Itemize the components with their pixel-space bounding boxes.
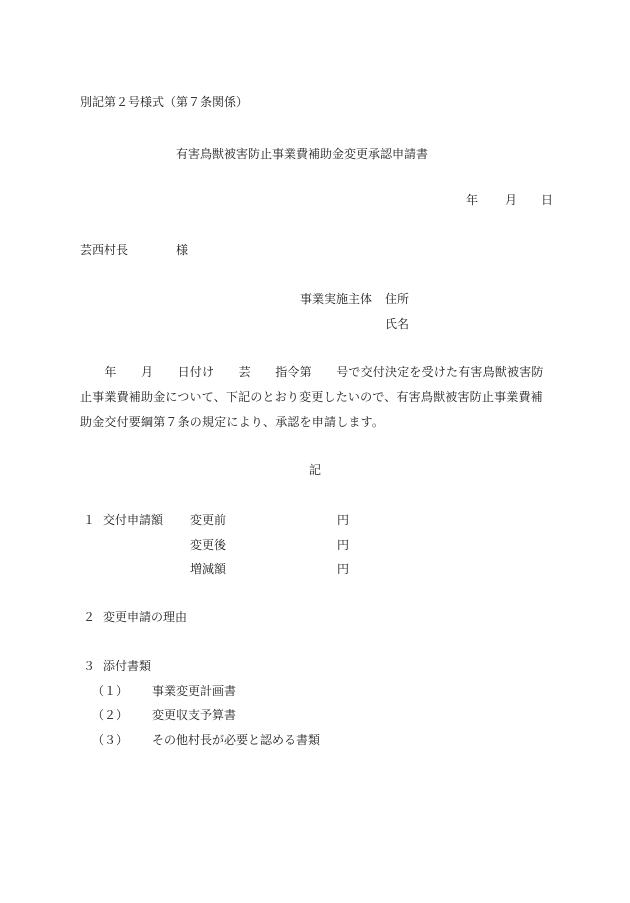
form-label: 別記第２号様式（第７条関係） — [80, 95, 249, 109]
ki-heading: 記 — [309, 463, 322, 477]
amount-change-unit: 円 — [337, 562, 350, 576]
attachment-number: （１） — [92, 684, 129, 698]
section-3-label: 添付書類 — [103, 659, 152, 673]
attachment-number: （２） — [92, 708, 129, 722]
amount-before-unit: 円 — [337, 513, 350, 527]
amount-change-label: 増減額 — [190, 562, 227, 576]
body-line: 助金交付要綱第７条の規定により、承認を申請します。 — [80, 415, 385, 429]
applicant-address-label: 住所 — [385, 292, 410, 306]
attachment-item: その他村長が必要と認める書類 — [152, 733, 321, 747]
amount-after-label: 変更後 — [190, 538, 227, 552]
applicant-entity-label: 事業実施主体 — [300, 292, 373, 306]
document-title: 有害鳥獣被害防止事業費補助金変更承認申請書 — [176, 147, 429, 161]
attachment-item: 変更収支予算書 — [152, 708, 237, 722]
addressee-name: 芸西村長 — [80, 243, 129, 257]
section-1-label: 交付申請額 — [103, 513, 164, 527]
attachment-item: 事業変更計画書 — [152, 684, 237, 698]
section-2-label: 変更申請の理由 — [103, 610, 188, 624]
body-line: 年 月 日付け 芸 指令第 号で交付決定を受けた有害鳥獣被害防 — [80, 365, 544, 379]
body-line: 止事業費補助金について、下記のとおり変更したいので、有害鳥獣被害防止事業費補 — [80, 390, 543, 404]
attachment-number: （３） — [92, 733, 129, 747]
date-month-label: 月 — [505, 193, 518, 207]
section-1-number: １ — [83, 513, 96, 527]
date-day-label: 日 — [541, 193, 554, 207]
addressee-honorific: 様 — [176, 243, 189, 257]
date-year-label: 年 — [466, 193, 479, 207]
section-2-number: ２ — [83, 610, 96, 624]
amount-before-label: 変更前 — [190, 513, 227, 527]
amount-after-unit: 円 — [337, 538, 350, 552]
section-3-number: ３ — [83, 659, 96, 673]
applicant-name-label: 氏名 — [385, 317, 410, 331]
